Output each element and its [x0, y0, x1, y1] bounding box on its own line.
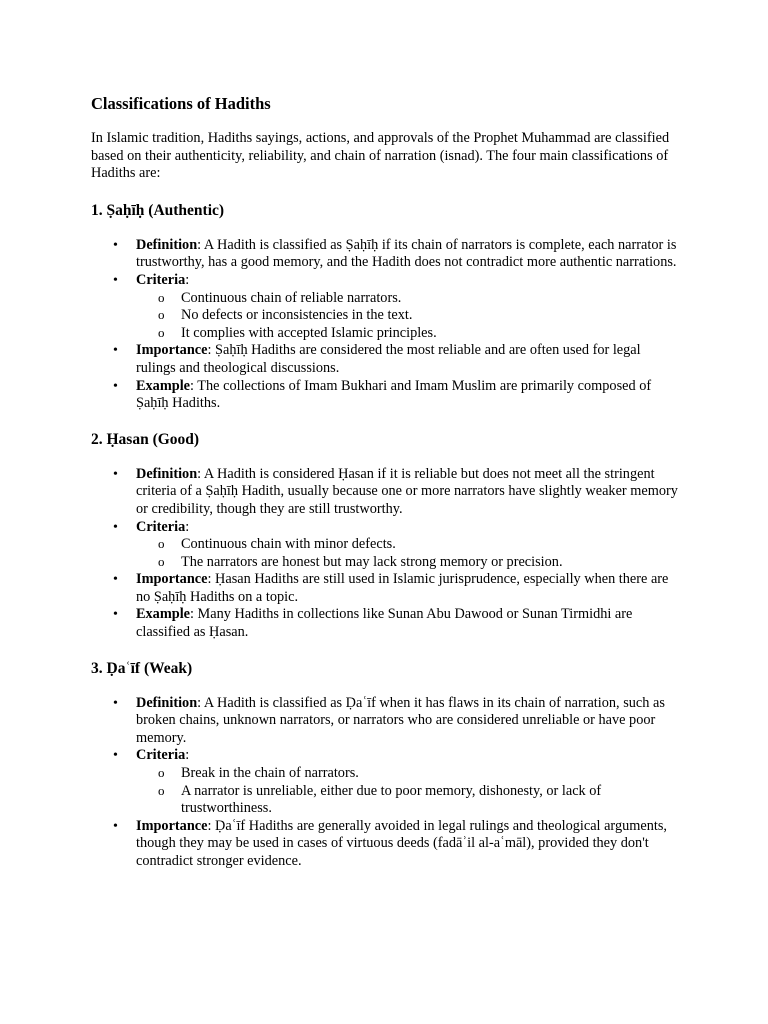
criteria-item: o Continuous chain of reliable narrators.	[136, 290, 681, 308]
criteria-item: o Break in the chain of narrators.	[136, 765, 681, 783]
list-item-definition	[91, 695, 681, 748]
importance-label: Importance	[136, 342, 208, 359]
page-title: Classifications of Hadiths	[91, 94, 271, 113]
definition-text: : A Hadith is classified as Ṣaḥīḥ if its chain of narrators is complete, each narrator is trustworthy, has a good memory, and the Hadith does not contradict more authentic narrations.	[136, 236, 677, 271]
criteria-sublist	[136, 765, 681, 818]
importance-text: : Ṣaḥīḥ Hadiths are considered the most reliable and are often used for legal rulings and theological discussions.	[136, 342, 641, 376]
list-item-example	[91, 606, 681, 641]
list-item-importance	[91, 571, 681, 606]
example-label: Example	[136, 377, 191, 394]
criteria-label: Criteria	[136, 271, 186, 288]
list-item-importance	[91, 342, 681, 377]
definition-label: Definition	[136, 465, 198, 482]
criteria-colon: :	[185, 518, 190, 535]
definition-text: : A Hadith is considered Ḥasan if it is reliable but does not meet all the stringent criteria of a Ṣaḥīḥ Hadith, usually because one or more narrators have slightly weaker memory or credibility, though they are still trustworthy.	[136, 465, 678, 517]
example-text: : Many Hadiths in collections like Sunan Abu Dawood or Sunan Tirmidhi are classified as Ḥasan.	[136, 606, 633, 641]
importance-text: : Ḍaʿīf Hadiths are generally avoided in legal rulings and theological arguments, though they may be used in cases of virtuous deeds (fadāʾil al-aʿmāl), provided they don't contradict stronger evidence.	[136, 817, 667, 869]
example-text: : The collections of Imam Bukhari and Imam Muslim are primarily composed of Ṣaḥīḥ Hadiths.	[136, 377, 652, 412]
list-item-criteria	[91, 519, 681, 572]
document-body	[91, 94, 681, 888]
list-item-example	[91, 378, 681, 413]
list-item-definition	[91, 466, 681, 519]
definition-text: : A Hadith is classified as Ḍaʿīf when it has flaws in its chain of narration, such as broken chains, unknown narrators, or narrators who are considered unreliable or have poor memory.	[136, 694, 665, 746]
list-item-importance	[91, 818, 681, 871]
section-heading-sahih: 1. Ṣaḥīḥ (Authentic)	[91, 201, 225, 219]
example-label: Example	[136, 606, 191, 623]
section-list-hasan	[91, 466, 681, 642]
criteria-item: o No defects or inconsistencies in the text.	[136, 307, 681, 325]
criteria-item: o Continuous chain with minor defects.	[136, 536, 681, 554]
section-list-daif	[91, 695, 681, 871]
list-item-criteria	[91, 747, 681, 817]
criteria-sublist	[136, 536, 681, 571]
criteria-item: o The narrators are honest but may lack strong memory or precision.	[136, 554, 681, 572]
criteria-item: o It complies with accepted Islamic principles.	[136, 325, 681, 343]
importance-label: Importance	[136, 817, 208, 834]
criteria-label: Criteria	[136, 747, 186, 764]
criteria-label: Criteria	[136, 518, 186, 535]
section-heading-hasan: 2. Ḥasan (Good)	[91, 430, 200, 448]
intro-paragraph: In Islamic tradition, Hadiths sayings, actions, and approvals of the Prophet Muhammad are classified based on their authenticity, reliability, and chain of narration (isnad). The four main classifications of Hadiths are:	[91, 130, 670, 182]
importance-text: : Ḥasan Hadiths are still used in Islamic jurisprudence, especially when there are no Ṣaḥīḥ Hadiths on a topic.	[136, 571, 669, 605]
criteria-colon: :	[185, 271, 190, 288]
importance-label: Importance	[136, 571, 208, 588]
definition-label: Definition	[136, 236, 198, 253]
criteria-item: o A narrator is unreliable, either due to poor memory, dishonesty, or lack of trustworthiness.	[136, 783, 681, 818]
criteria-colon: :	[185, 747, 190, 764]
section-heading-daif: 3. Ḍaʿīf (Weak)	[91, 659, 193, 677]
list-item-criteria	[91, 272, 681, 342]
section-list-sahih	[91, 237, 681, 413]
definition-label: Definition	[136, 694, 198, 711]
criteria-sublist	[136, 290, 681, 343]
list-item-definition	[91, 237, 681, 272]
